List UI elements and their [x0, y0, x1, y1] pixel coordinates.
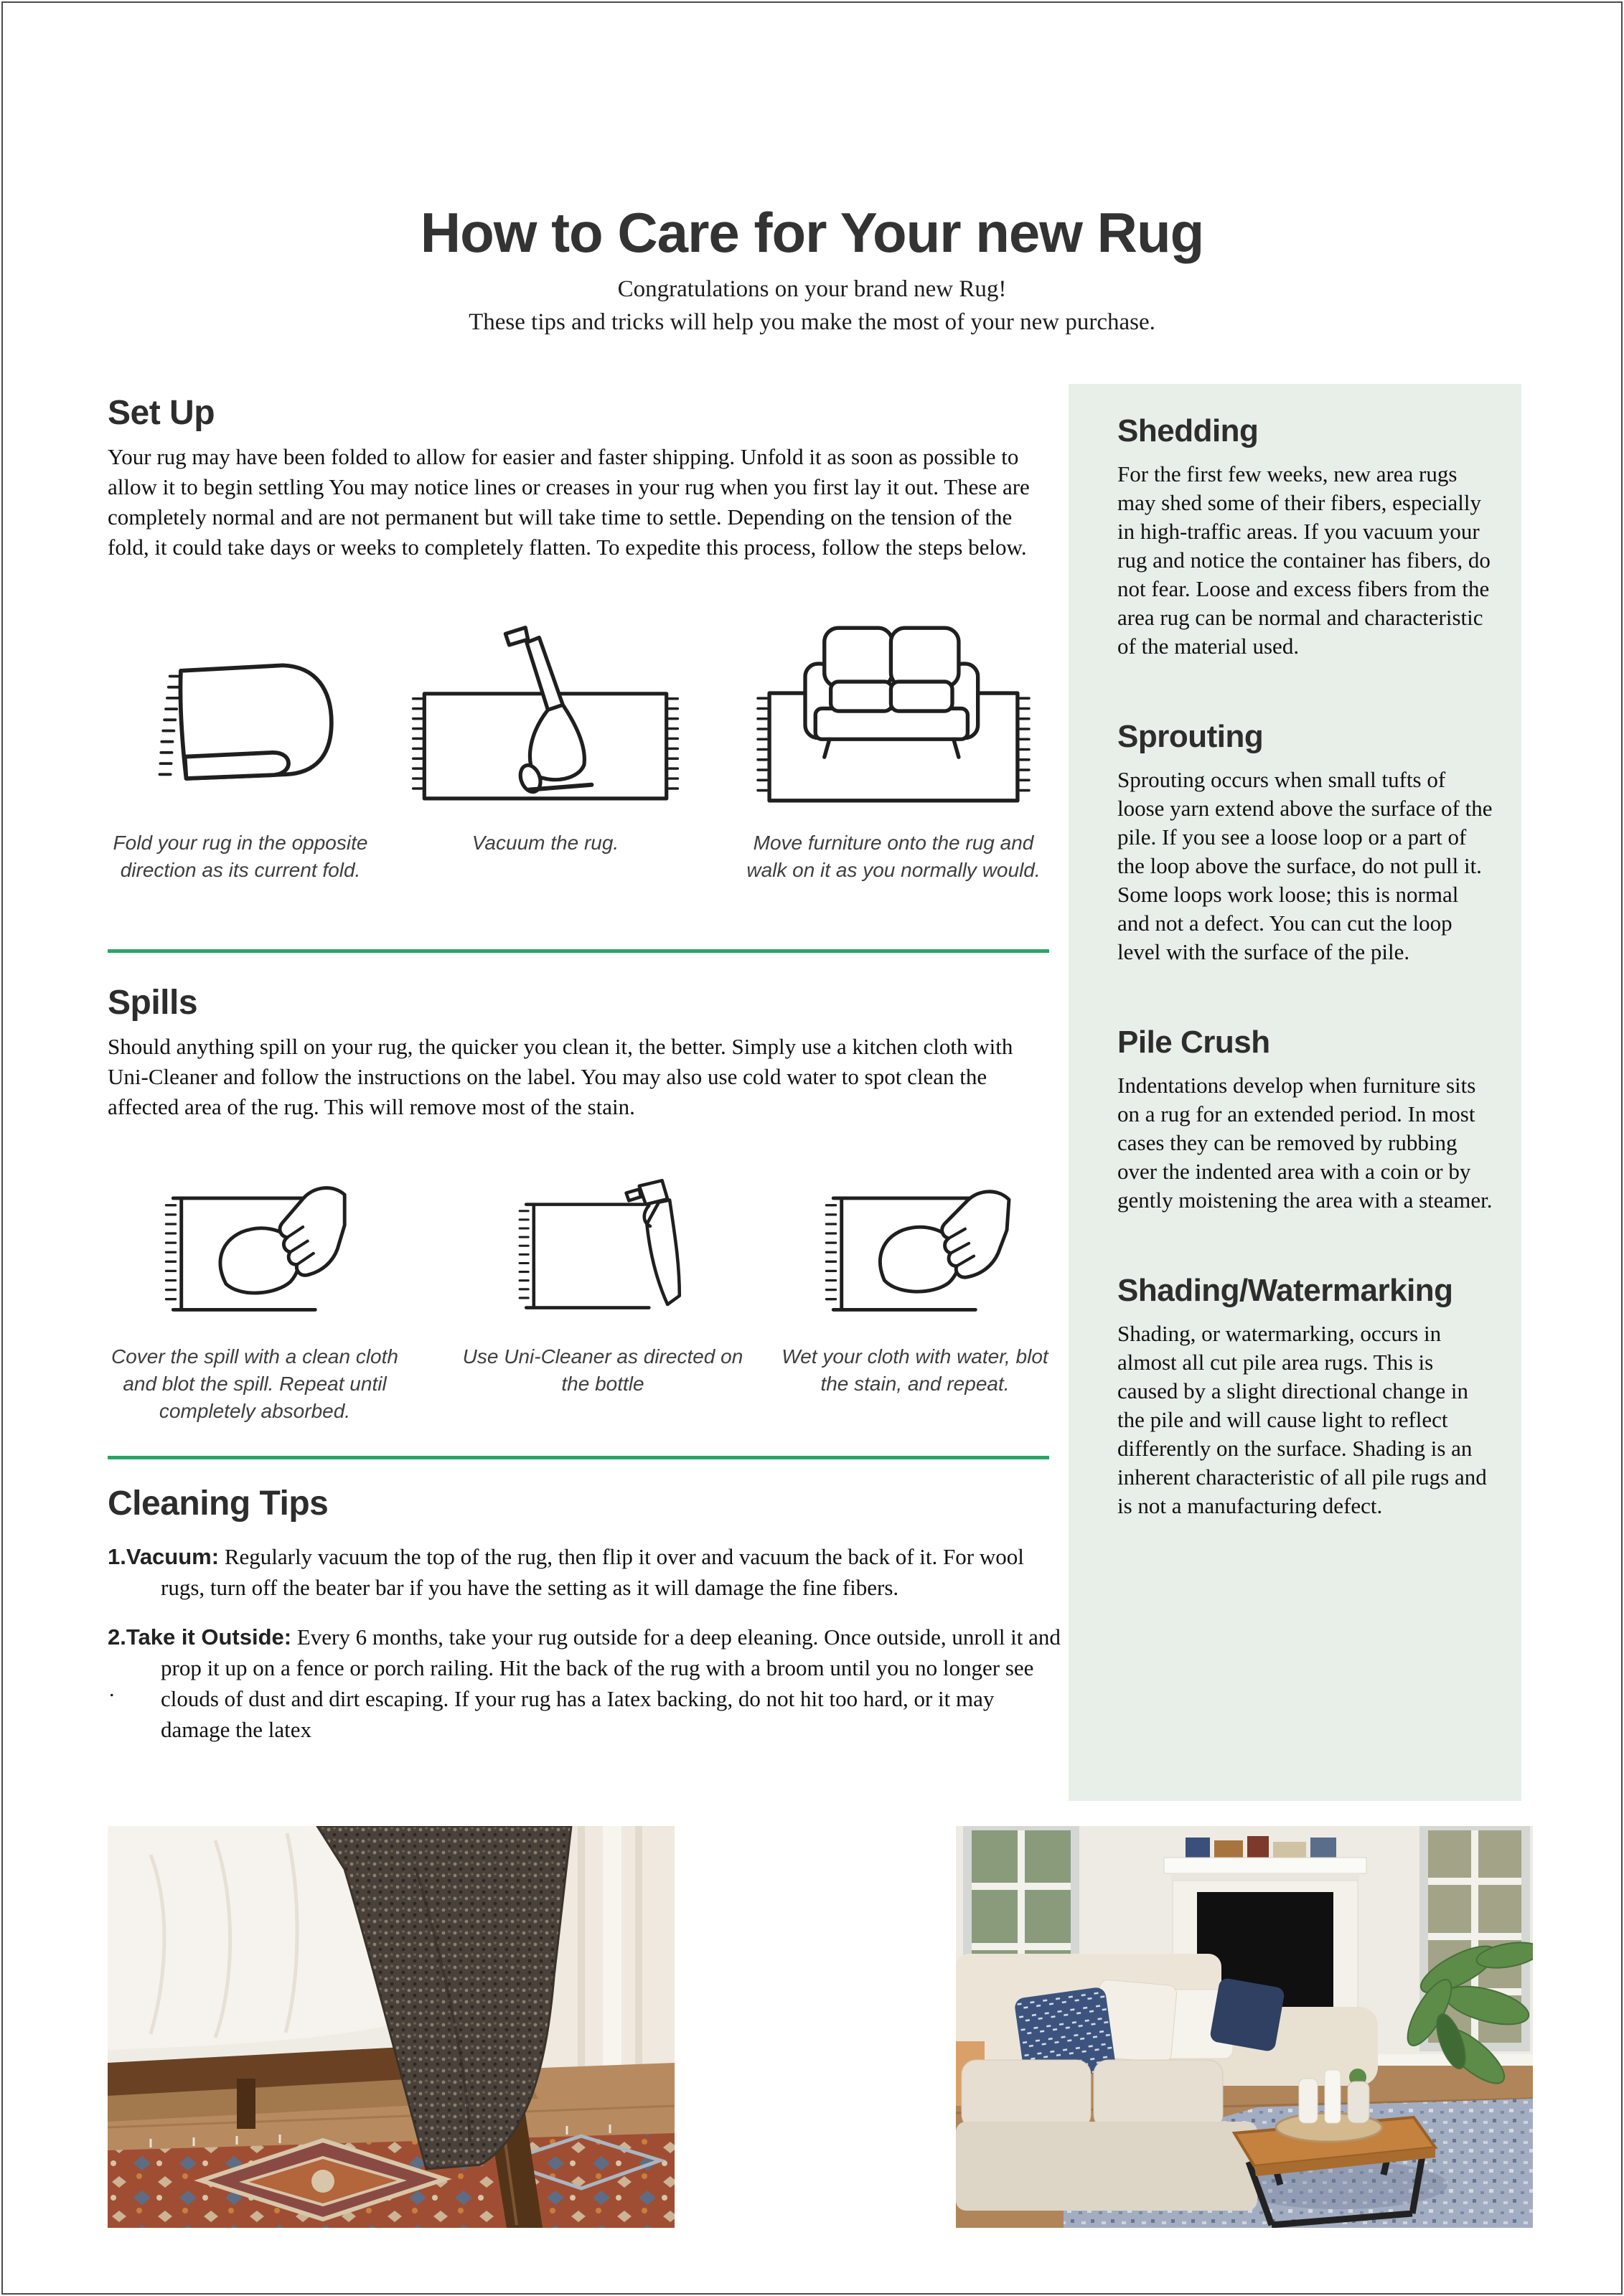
tip-text: Regularly vacuum the top of the rug, then flip it over and vacuum the back of it. For wool rugs, turn off the beater bar if you have the setting as it will damage the fine fibers.: [161, 1544, 1024, 1600]
sprouting-heading: Sprouting: [1117, 719, 1264, 754]
sidebar-section-sprouting: [1117, 717, 1494, 966]
setup-step-vacuum: [402, 610, 689, 857]
spills-step-blot-caption: Cover the spill with a clean cloth and blot the spill. Repeat until completely absorbed.: [111, 1345, 398, 1422]
setup-step-vacuum-caption: Vacuum the rug.: [471, 832, 619, 854]
folded-rug-icon: [97, 610, 384, 819]
spills-step-spray-caption: Use Uni-Cleaner as directed on the bottle: [462, 1345, 743, 1395]
page-title: How to Care for Your new Rug: [420, 201, 1204, 264]
tip-text: Every 6 months, take your rug outside for a deep eleaning. Once outside, unroll it and prop it up on a fence or porch railing. Hit the back of the rug with a broom until you no longer see clouds of dust and dirt escaping. If your rug has a Iatex backing, do not hit too hard, or it may damage the latex: [161, 1624, 1061, 1742]
cleaning-tip-outside: [108, 1622, 1066, 1745]
vacuum-icon: [402, 610, 689, 819]
tip-label: 1.Vacuum:: [108, 1544, 220, 1569]
sidebar-section-shedding: [1117, 411, 1494, 661]
blot-cloth-icon: [108, 1168, 402, 1327]
cleaning-tips-heading: Cleaning Tips: [108, 1485, 329, 1523]
subtitle: [0, 273, 1624, 339]
subtitle-line-1: Congratulations on your brand new Rug!: [617, 276, 1007, 302]
setup-heading: Set Up: [108, 394, 215, 432]
stray-period: .: [109, 1678, 115, 1701]
setup-step-fold-caption: Fold your rug in the opposite direction as its current fold.: [113, 832, 368, 881]
spray-bottle-icon: [459, 1168, 746, 1327]
shading-heading: Shading/Watermarking: [1117, 1273, 1453, 1308]
sidebar-section-shading: [1117, 1271, 1494, 1520]
pile-crush-body: Indentations develop when furniture sits on a rug for an extended period. In most cases they can be removed by rubbing over the indented area with a coin or by gently moistening the area with a steamer.: [1117, 1073, 1493, 1213]
section-divider: [108, 949, 1049, 953]
sprouting-body: Sprouting occurs when small tufts of loose yarn extend above the surface of the pile. If you see a loose loop or a part of the loop above the surface, do not pull it. Some loops work loose; this is normal and not a defect. You can cut the loop level with the surface of the pile.: [1117, 767, 1493, 964]
shading-body: Shading, or watermarking, occurs in almost all cut pile area rugs. This is caused by a slight directional change in the pile and will cause light to reflect differently on the surface. Shading is an inherent characteristic of all pile rugs and is not a manufacturing defect.: [1117, 1321, 1487, 1518]
bedroom-rug-photo: [108, 1826, 675, 2228]
wet-cloth-icon: [775, 1168, 1055, 1327]
spills-body: Should anything spill on your rug, the quicker you clean it, the better. Simply use a kitchen cloth with Uni-Cleaner and follow the instructions on the label. You may also use cold water to spot clean the affected area of the rug. This will remove most of the stain.: [108, 1034, 1013, 1119]
spills-heading: Spills: [108, 984, 198, 1022]
spills-step-wet-caption: Wet your cloth with water, blot the stain, and repeat.: [782, 1345, 1048, 1395]
header: [0, 201, 1624, 339]
setup-step-furniture-caption: Move furniture onto the rug and walk on it as you normally would.: [746, 832, 1041, 881]
subtitle-line-2: These tips and tricks will help you make the most of your new purchase.: [469, 309, 1155, 335]
sidebar-panel: [1069, 384, 1521, 1801]
sidebar-section-pile-crush: [1117, 1022, 1494, 1215]
pile-crush-heading: Pile Crush: [1117, 1025, 1270, 1060]
spills-step-spray: [459, 1168, 746, 1398]
spills-step-wet: [775, 1168, 1055, 1398]
spills-step-blot: [108, 1168, 402, 1425]
shedding-heading: Shedding: [1117, 413, 1259, 448]
shedding-body: For the first few weeks, new area rugs may shed some of their fibers, especially in high-traffic areas. If you vacuum your rug and notice the container has fibers, do not fear. Loose and excess fibers from the area rug can be normal and characteristic of the material used.: [1117, 461, 1491, 659]
setup-step-furniture: [746, 610, 1041, 884]
cleaning-tips-list: [108, 1541, 1066, 1745]
cleaning-tip-vacuum: [108, 1541, 1066, 1603]
setup-step-fold: [97, 610, 384, 884]
living-room-rug-photo: [956, 1826, 1533, 2228]
section-divider: [108, 1456, 1049, 1459]
sofa-on-rug-icon: [746, 610, 1041, 819]
setup-body: Your rug may have been folded to allow for easier and faster shipping. Unfold it as soon as possible to allow it to begin settling You may notice lines or creases in your rug when you first lay it out. These are completely normal and are not permanent but will take time to settle. Depending on the tension of the fold, it could take days or weeks to completely flatten. To expedite this process, follow the steps below.: [108, 444, 1030, 560]
tip-label: 2.Take it Outside:: [108, 1624, 292, 1650]
